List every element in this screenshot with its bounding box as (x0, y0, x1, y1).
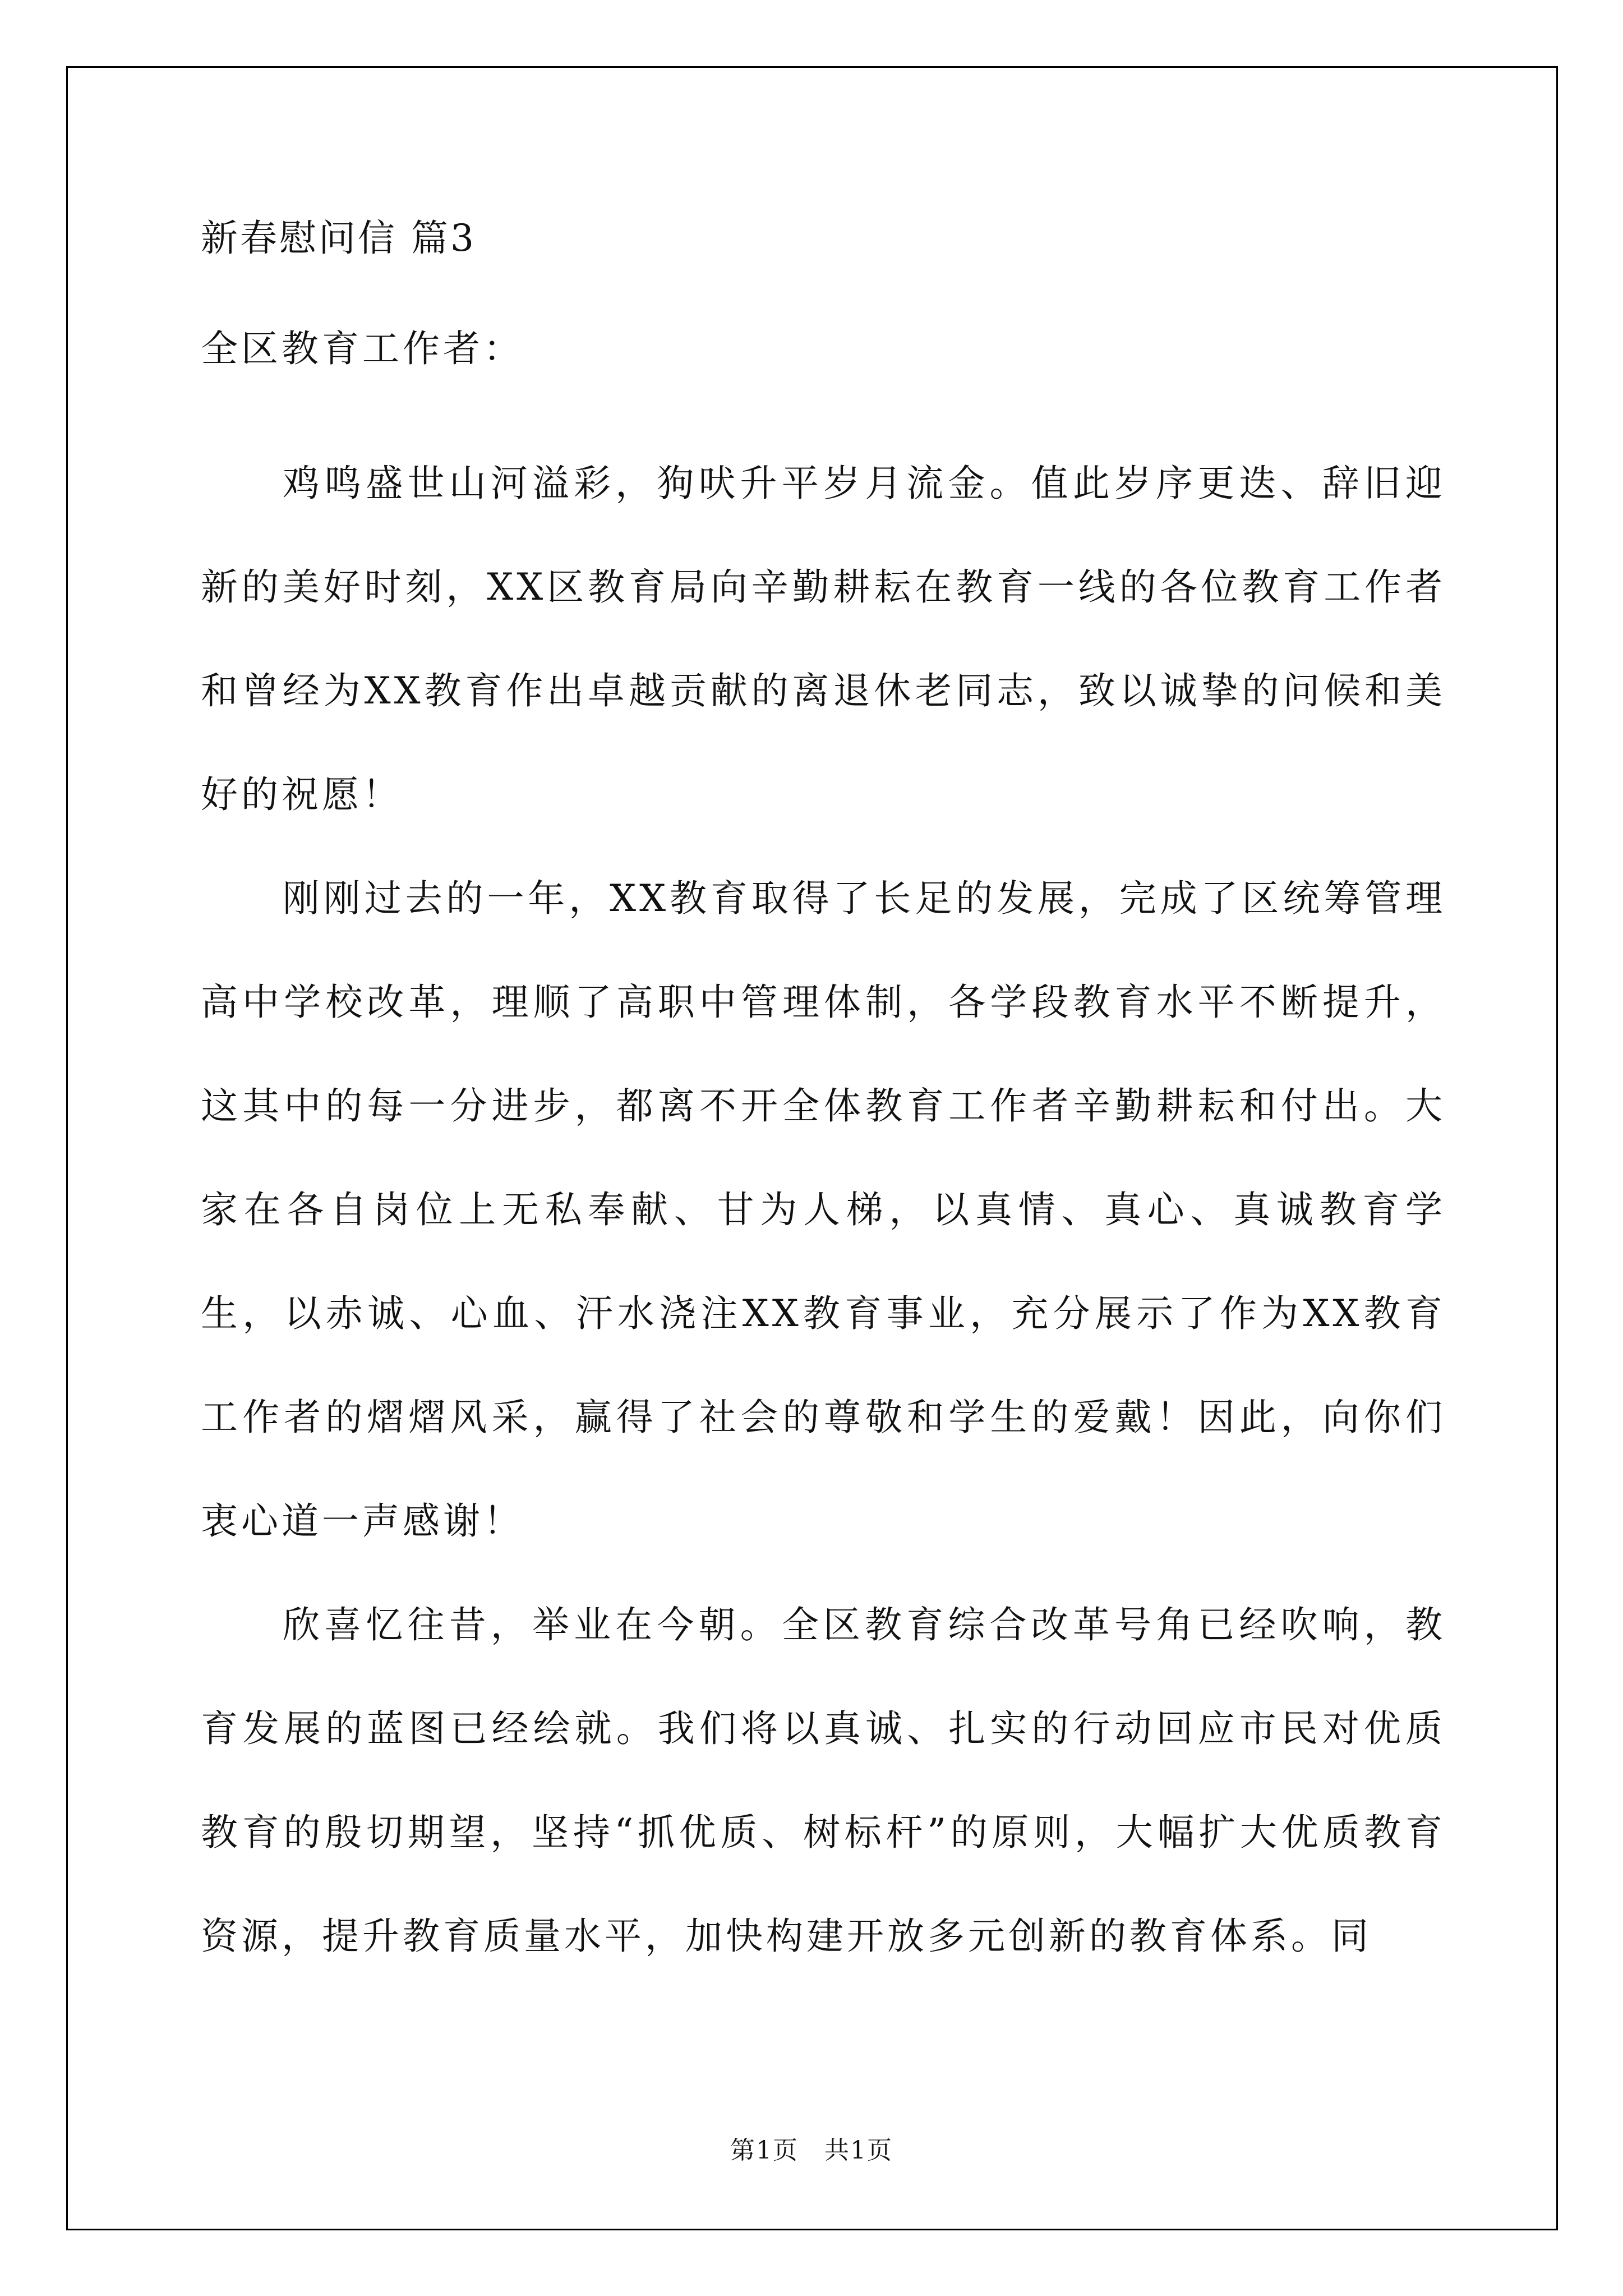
letter-body (201, 216, 1446, 1988)
paragraph-1: 鸡鸣盛世山河溢彩，狗吠升平岁月流金。值此岁序更迭、辞旧迎新的美好时刻，XX区教育局向辛勤耕耘在教育一线的各位教育工作者和曾经为XX教育作出卓越贡献的离退休老同志，致以诚挚的问候和美好的祝愿！ (201, 462, 1446, 817)
document-title: 新春慰问信 篇3 (201, 217, 476, 260)
paragraph-2: 刚刚过去的一年，XX教育取得了长足的发展，完成了区统筹管理高中学校改革，理顺了高职中管理体制，各学段教育水平不断提升，这其中的每一分进步，都离不开全体教育工作者辛勤耕耘和付出。大家在各自岗位上无私奉献、甘为人梯，以真情、真心、真诚教育学生，以赤诚、心血、汗水浇注XX教育事业，充分展示了作为XX教育工作者的熠熠风采，赢得了社会的尊敬和学生的爱戴！因此，向你们衷心道一声感谢！ (201, 877, 1446, 1543)
page-footer: 第1页 共1页 (730, 2136, 893, 2165)
paragraph-3: 欣喜忆往昔，举业在今朝。全区教育综合改革号角已经吹响，教育发展的蓝图已经绘就。我们将以真诚、扎实的行动回应市民对优质教育的殷切期望，坚持“抓优质、树标杆”的原则，大幅扩大优质教育资源，提升教育质量水平，加快构建开放多元创新的教育体系。同 (201, 1603, 1446, 1958)
salutation: 全区教育工作者： (201, 327, 524, 371)
